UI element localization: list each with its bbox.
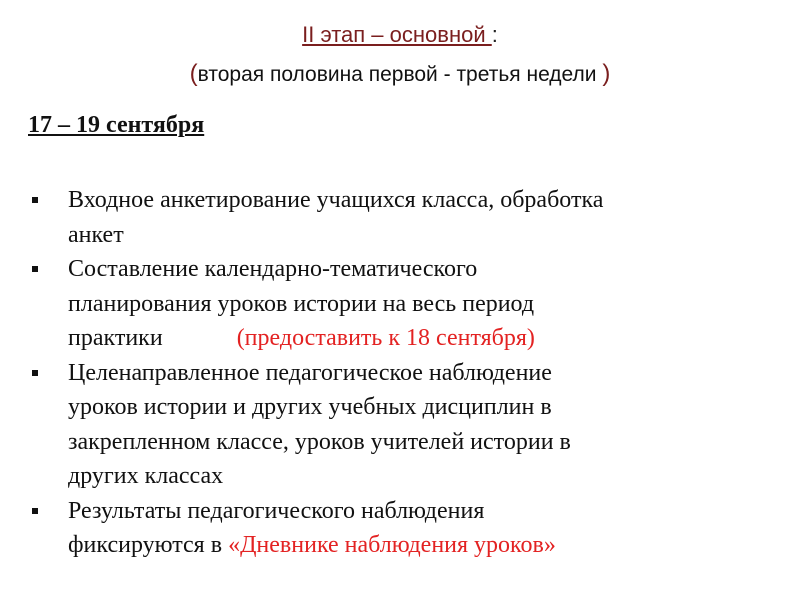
stage-title-text: II этап – основной: [302, 22, 492, 47]
bullet-square-icon: [32, 266, 38, 272]
list-item-line: Результаты педагогического наблюдения: [68, 497, 485, 524]
bullet-square-icon: [32, 197, 38, 203]
bullet-square-icon: [32, 508, 38, 514]
list-item-line: Составление календарно-тематического: [68, 256, 478, 282]
stage-title-colon: :: [491, 22, 498, 47]
list-item-line: Входное анкетирование учащихся класса, обработка: [68, 187, 604, 213]
subtitle-open-paren: (: [189, 60, 198, 87]
list-item: [28, 494, 788, 563]
list-item: [28, 252, 788, 356]
list-item-line: Целенаправленное педагогическое наблюдение: [68, 359, 552, 386]
list-item-line: планирования уроков истории на весь период: [68, 290, 535, 317]
deadline-note: (предоставить к 18 сентября): [236, 325, 535, 351]
list-item: [28, 356, 788, 494]
date-range: 17 – 19 сентября: [28, 112, 205, 138]
bullet-square-icon: [32, 370, 38, 376]
list-item-line: уроков истории и других учебных дисциплин в: [68, 394, 552, 420]
stage-subtitle: [0, 60, 800, 88]
task-list: [28, 183, 788, 563]
list-item-text: практики: [68, 325, 163, 351]
list-item-line: других классах: [68, 463, 224, 489]
subtitle-text: вторая половина первой - третья недели: [197, 63, 603, 86]
list-item-line: [68, 528, 788, 563]
list-item-line: [68, 321, 788, 356]
subtitle-close-paren: ): [602, 60, 611, 87]
list-item: [28, 183, 788, 252]
list-item-text: фиксируются в: [68, 532, 229, 558]
diary-highlight: «Дневнике наблюдения уроков»: [228, 532, 556, 558]
list-item-line: закрепленном классе, уроков учителей истории в: [68, 428, 571, 455]
list-item-line: анкет: [68, 221, 124, 248]
stage-title: [0, 22, 800, 48]
